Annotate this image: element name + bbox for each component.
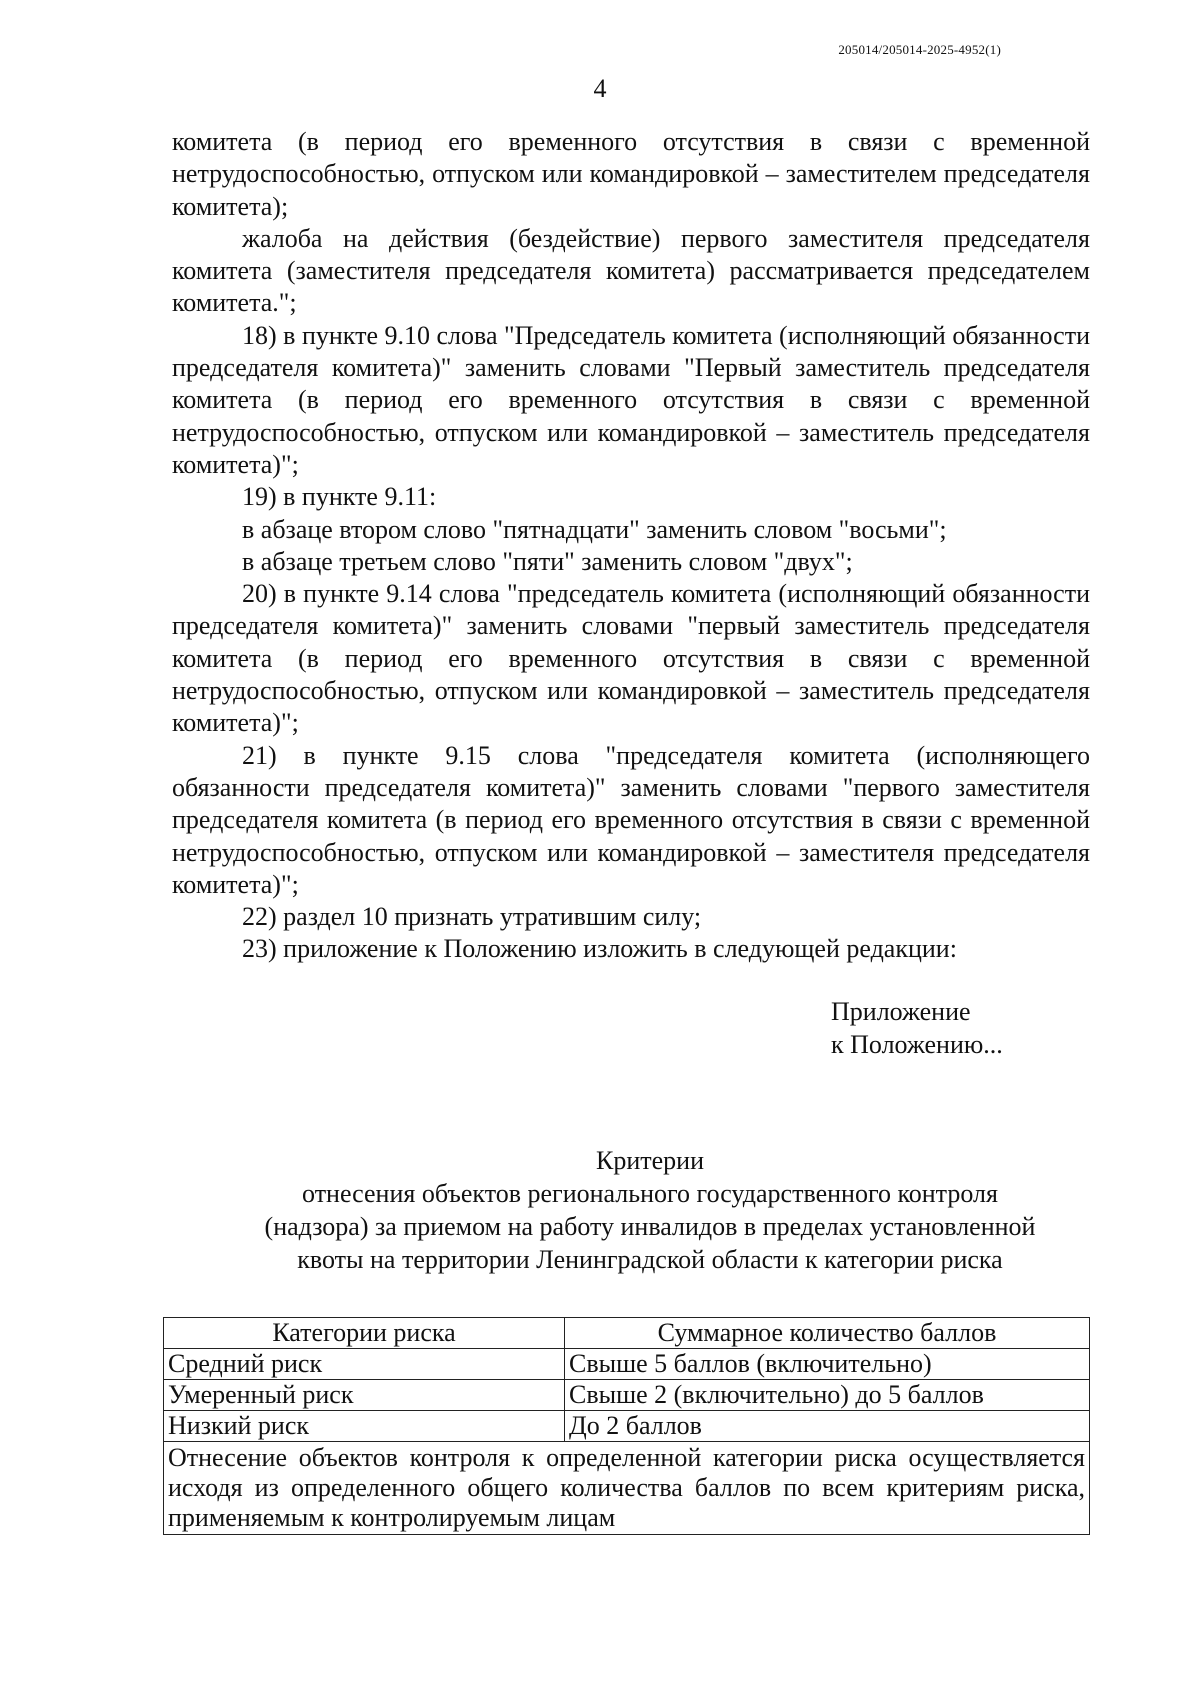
table-cell: Свыше 5 баллов (включительно) bbox=[565, 1349, 1090, 1380]
paragraph: комитета (в период его временного отсутствия в связи с временной нетрудоспособностью, отпуском или командировкой – заместителем председателя комитета); bbox=[172, 127, 1090, 221]
table-header-cell: Категории риска bbox=[164, 1318, 565, 1349]
document-body bbox=[172, 126, 1090, 966]
paragraph: 22) раздел 10 признать утратившим силу; bbox=[242, 902, 702, 932]
paragraph: 19) в пункте 9.11: bbox=[242, 482, 437, 512]
table-header-row bbox=[164, 1318, 1090, 1349]
appendix-label bbox=[831, 995, 1003, 1061]
paragraph: жалоба на действия (бездействие) первого заместителя председателя комитета (заместителя председателя комитета) рассматривается председателем комитета."; bbox=[172, 223, 1090, 318]
criteria-title: Критерии bbox=[596, 1146, 704, 1175]
criteria-subtitle-line: отнесения объектов регионального государственного контроля bbox=[302, 1179, 998, 1208]
paragraph: 21) в пункте 9.15 слова "председателя комитета (исполняющего обязанности председателя комитета)" заменить словами "первого заместителя председателя комитета (в период его временного отсутствия в связи с временной нетрудоспособностью, отпуском или командировкой – заместителя председателя комитета)"; bbox=[172, 740, 1090, 899]
table-row bbox=[164, 1349, 1090, 1380]
table-header-cell: Суммарное количество баллов bbox=[565, 1318, 1090, 1349]
table-cell: Низкий риск bbox=[164, 1411, 565, 1442]
appendix-line: Приложение bbox=[831, 997, 971, 1026]
paragraph: в абзаце третьем слово "пяти" заменить словом "двух"; bbox=[242, 546, 853, 576]
paragraph: в абзаце втором слово "пятнадцати" заменить словом "восьми"; bbox=[242, 514, 947, 544]
table-cell: До 2 баллов bbox=[565, 1411, 1090, 1442]
table-note-row bbox=[164, 1442, 1090, 1535]
risk-table bbox=[163, 1317, 1090, 1535]
table-cell: Свыше 2 (включительно) до 5 баллов bbox=[565, 1380, 1090, 1411]
page-number: 4 bbox=[593, 74, 607, 103]
document-id: 205014/205014-2025-4952(1) bbox=[838, 42, 1001, 57]
table-cell: Средний риск bbox=[164, 1349, 565, 1380]
table-cell: Умеренный риск bbox=[164, 1380, 565, 1411]
table-row bbox=[164, 1380, 1090, 1411]
criteria-subtitle-line: квоты на территории Ленинградской области к категории риска bbox=[297, 1245, 1003, 1274]
paragraph: 23) приложение к Положению изложить в следующей редакции: bbox=[242, 934, 957, 964]
paragraph: 20) в пункте 9.14 слова "председатель комитета (исполняющий обязанности председателя комитета)" заменить словами "первый заместитель председателя комитета (в период его временного отсутствия в связи с временной нетрудоспособностью, отпуском или командировкой – заместитель председателя комитета)"; bbox=[172, 579, 1090, 738]
table-note-cell: Отнесение объектов контроля к определенной категории риска осуществляется исходя из определенного общего количества баллов по всем критериям риска, применяемым к контролируемым лицам bbox=[164, 1442, 1090, 1535]
table-row bbox=[164, 1411, 1090, 1442]
criteria-subtitle-line: (надзора) за приемом на работу инвалидов в пределах установленной bbox=[264, 1212, 1036, 1241]
criteria-heading bbox=[180, 1144, 1120, 1276]
appendix-line: к Положению... bbox=[831, 1030, 1003, 1059]
paragraph: 18) в пункте 9.10 слова "Председатель комитета (исполняющий обязанности председателя комитета)" заменить словами "Первый заместитель председателя комитета (в период его временного отсутствия в связи с временной нетрудоспособностью, отпуском или командировкой – заместитель председателя комитета)"; bbox=[172, 320, 1090, 479]
